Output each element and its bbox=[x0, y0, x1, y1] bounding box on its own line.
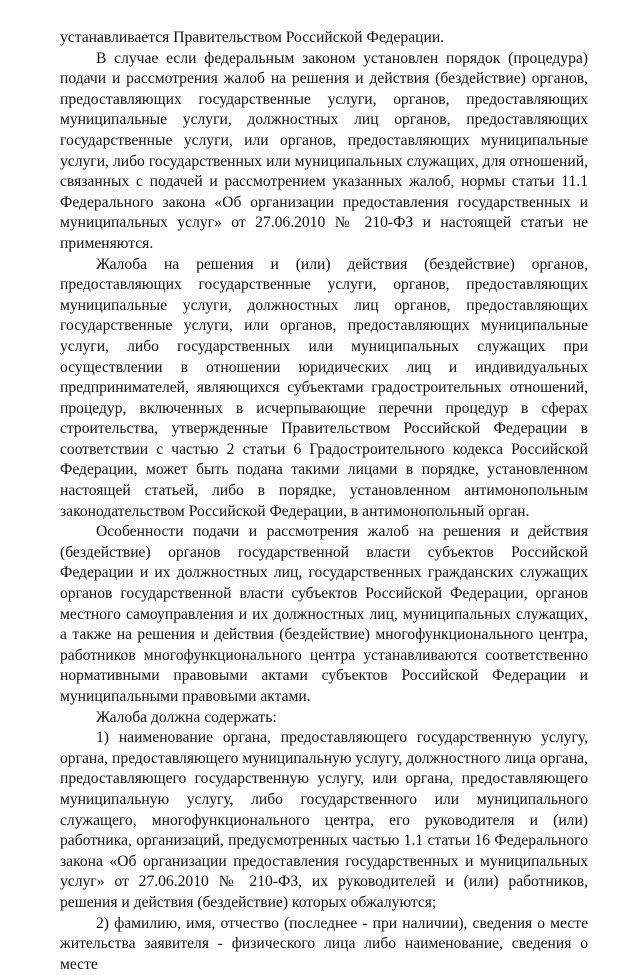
list-item-2: 2) фамилию, имя, отчество (последнее - при наличии), сведения о месте жительства заявителя - физического лица либо наименование, сведения о месте bbox=[60, 914, 588, 973]
paragraph-complaint-contents-heading: Жалоба должна содержать: bbox=[96, 708, 277, 726]
paragraph-federal-law-procedure: В случае если федеральным законом установлен порядок (процедура) подачи и рассмотрения жалоб на решения и действия (бездействие) органов, предоставляющих государственные услуги, органов, предоставляющих муниципальные услуги, должностных лиц органов, предоставляющих государственные услуги, или органов, предоставляющих муниципальные услуги, либо государственных или муниципальных служащих, для отношений, связанных с подачей и рассмотрением указанных жалоб, нормы статьи 11.1 Федерального закона «Об организации предоставления государственных и муниципальных услуг» от 27.06.2010 № 210-ФЗ и настоящей статьи не применяются. bbox=[60, 49, 588, 252]
document-page bbox=[60, 28, 588, 975]
list-item-1: 1) наименование органа, предоставляющего государственную услугу, органа, предоставляющего муниципальную услугу, должностного лица органа, предоставляющего государственную услугу, или органа, предоставляющего муниципальную услугу, либо государственного или муниципального служащего, многофункционального центра, его руководителя и (или) работника, организаций, предусмотренных частью 1.1 статьи 16 Федерального закона «Об организации предоставления государственных и муниципальных услуг» от 27.06.2010 № 210-ФЗ, их руководителей и (или) работников, решения и действия (бездействие) которых обжалуются; bbox=[60, 729, 588, 911]
paragraph-complaint-urban-planning: Жалоба на решения и (или) действия (бездействие) органов, предоставляющих государственные услуги, органов, предоставляющих муниципальные услуги, должностных лиц органов, предоставляющих государственные услуги, или органов, предоставляющих муниципальные услуги, либо государственных или муниципальных служащих при осуществлении в отношении юридических лиц и индивидуальных предпринимателей, являющихся субъектами градостроительных отношений, процедур, включенных в исчерпывающие перечни процедур в сферах строительства, утвержденные Правительством Российской Федерации в соответствии с частью 2 статьи 6 Градостроительного кодекса Российской Федерации, может быть подана такими лицами в порядке, установленном настоящей статьей, либо в порядке, установленном антимонопольным законодательством Российской Федерации, в антимонопольный орган. bbox=[60, 255, 588, 520]
paragraph-regional-specifics: Особенности подачи и рассмотрения жалоб на решения и действия (бездействие) органов государственной власти субъектов Российской Федерации и их должностных лиц, государственных гражданских служащих органов государственной власти субъектов Российской Федерации, органов местного самоуправления и их должностных лиц, муниципальных служащих, а также на решения и действия (бездействие) многофункционального центра, работников многофункционального центра устанавливаются соответственно нормативными правовыми актами субъектов Российской Федерации и муниципальными правовыми актами. bbox=[60, 523, 588, 705]
paragraph-continuation: устанавливается Правительством Российской Федерации. bbox=[60, 29, 445, 46]
